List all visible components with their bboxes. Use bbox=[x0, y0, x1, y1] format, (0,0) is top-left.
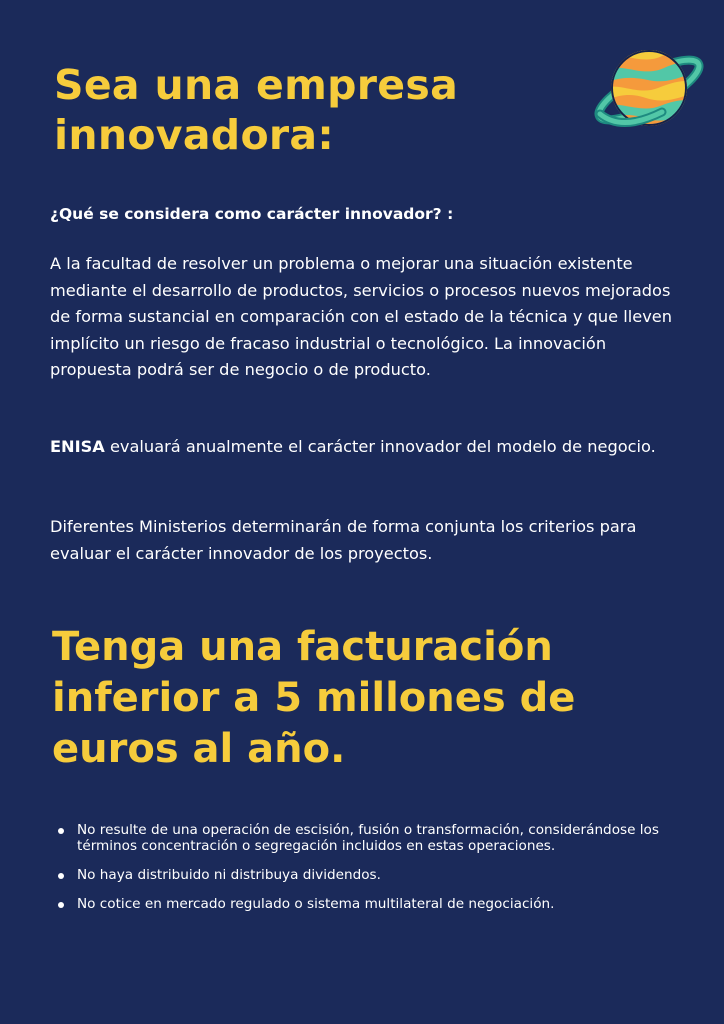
list-item bbox=[58, 867, 668, 883]
list-item-text: No haya distribuido ni distribuya dividendos. bbox=[77, 867, 381, 883]
paragraph-enisa bbox=[50, 434, 690, 461]
list-item-text: No resulte de una operación de escisión, fusión o transformación, considerándose los términos concentración o segregación incluidos en estas operaciones. bbox=[77, 822, 659, 854]
planet-icon bbox=[592, 40, 706, 136]
enisa-text: evaluará anualmente el carácter innovador del modelo de negocio. bbox=[104, 437, 656, 456]
list-item bbox=[58, 896, 668, 912]
bullet-dot-icon bbox=[58, 828, 64, 834]
requirements-list bbox=[58, 822, 668, 925]
heading-innovative-company: Sea una empresa innovadora: bbox=[54, 61, 459, 159]
bullet-dot-icon bbox=[58, 873, 64, 879]
innovation-section bbox=[50, 203, 690, 563]
heading-revenue: Tenga una facturación inferior a 5 millones de euros al año. bbox=[52, 624, 576, 772]
question-text: ¿Qué se considera como carácter innovador? : bbox=[50, 205, 454, 223]
enisa-label: ENISA bbox=[50, 437, 105, 456]
paragraph-definition: A la facultad de resolver un problema o mejorar una situación existente mediante el desarrollo de productos, servicios o procesos nuevos mejorados de forma sustancial en comparación con el estado de la técnica y que lleven implícito un riesgo de fracaso industrial o tecnológico. La innovación propuesta podrá ser de negocio o de producto. bbox=[50, 254, 672, 379]
bullet-dot-icon bbox=[58, 902, 64, 908]
list-item bbox=[58, 822, 668, 854]
paragraph-ministries: Diferentes Ministerios determinarán de forma conjunta los criterios para evaluar el carácter innovador de los proyectos. bbox=[50, 517, 637, 563]
list-item-text: No cotice en mercado regulado o sistema multilateral de negociación. bbox=[77, 896, 555, 912]
